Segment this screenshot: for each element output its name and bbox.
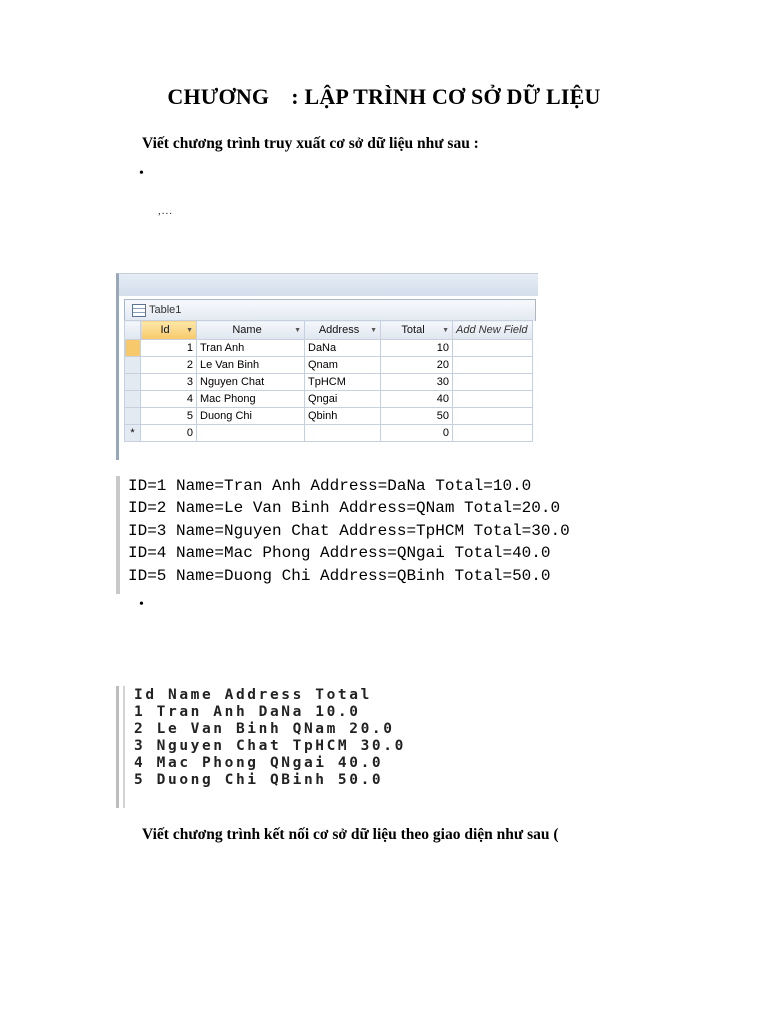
title-chapter: CHƯƠNG (167, 84, 270, 109)
table-row[interactable] (125, 340, 533, 357)
table-row[interactable] (125, 408, 533, 425)
row-selector[interactable] (125, 408, 141, 425)
dropdown-arrow-icon[interactable]: ▼ (370, 327, 377, 334)
select-all-corner[interactable] (125, 321, 141, 340)
console-output-2 (116, 686, 496, 808)
table-row[interactable] (125, 374, 533, 391)
column-header-name[interactable]: Name ▼ (197, 321, 305, 340)
cell-total[interactable]: 40 (381, 391, 453, 408)
cell-empty[interactable] (453, 374, 533, 391)
ellipsis-text: ,... (158, 205, 173, 217)
row-selector[interactable] (125, 357, 141, 374)
console-header-line: Id Name Address Total (134, 687, 372, 703)
new-record-row[interactable] (125, 425, 533, 442)
cell-address[interactable]: Qnam (305, 357, 381, 374)
bullet-1: • (139, 166, 144, 181)
console-line: ID=5 Name=Duong Chi Address=QBinh Total=50.0 (128, 567, 551, 585)
connect-paragraph: Viết chương trình kết nối cơ sở dữ liệu theo giao diện như sau ( (142, 826, 559, 843)
row-selector[interactable] (125, 340, 141, 357)
table-row[interactable] (125, 391, 533, 408)
cell-id[interactable]: 2 (141, 357, 197, 374)
cell-total[interactable]: 30 (381, 374, 453, 391)
console-line: ID=3 Name=Nguyen Chat Address=TpHCM Total=30.0 (128, 522, 570, 540)
bullet-2: • (139, 597, 144, 612)
window-top-band (119, 274, 538, 296)
cell-total[interactable]: 50 (381, 408, 453, 425)
cell-name[interactable]: Duong Chi (197, 408, 305, 425)
cell-id[interactable]: 4 (141, 391, 197, 408)
cell-id[interactable]: 3 (141, 374, 197, 391)
row-selector[interactable] (125, 374, 141, 391)
cell-address[interactable]: TpHCM (305, 374, 381, 391)
cell-name[interactable]: Mac Phong (197, 391, 305, 408)
page-title (0, 84, 768, 110)
console-line: ID=4 Name=Mac Phong Address=QNgai Total=40.0 (128, 544, 551, 562)
header-row (125, 321, 533, 340)
cell-id[interactable]: 5 (141, 408, 197, 425)
cell-name[interactable]: Tran Anh (197, 340, 305, 357)
column-header-id[interactable]: Id ▼ (141, 321, 197, 340)
datasheet-grid (124, 320, 533, 442)
dropdown-arrow-icon[interactable]: ▼ (186, 327, 193, 334)
title-subject: : LẬP TRÌNH CƠ SỞ DỮ LIỆU (291, 84, 601, 109)
console-border (123, 686, 125, 808)
cell-address[interactable]: DaNa (305, 340, 381, 357)
console-line: 1 Tran Anh DaNa 10.0 (134, 704, 361, 720)
cell-total[interactable]: 10 (381, 340, 453, 357)
table-tab-label: Table1 (149, 304, 182, 316)
console-output-1 (116, 476, 600, 594)
column-header-add-new-field[interactable]: Add New Field (453, 321, 533, 340)
console-line: 3 Nguyen Chat TpHCM 30.0 (134, 738, 406, 754)
cell-empty[interactable] (453, 391, 533, 408)
cell-empty[interactable] (453, 408, 533, 425)
cell-id[interactable]: 1 (141, 340, 197, 357)
cell-address[interactable]: Qngai (305, 391, 381, 408)
column-header-address[interactable]: Address ▼ (305, 321, 381, 340)
new-record-marker[interactable]: * (125, 425, 141, 442)
cell-empty[interactable] (453, 340, 533, 357)
console-line: 4 Mac Phong QNgai 40.0 (134, 755, 384, 771)
cell-id[interactable]: 0 (141, 425, 197, 442)
dropdown-arrow-icon[interactable]: ▼ (442, 327, 449, 334)
console-line: 2 Le Van Binh QNam 20.0 (134, 721, 395, 737)
console-line: ID=2 Name=Le Van Binh Address=QNam Total=20.0 (128, 499, 561, 517)
intro-paragraph: Viết chương trình truy xuất cơ sở dữ liệu như sau : (142, 135, 479, 152)
console-line: 5 Duong Chi QBinh 50.0 (134, 772, 384, 788)
access-table-screenshot (116, 273, 538, 460)
cell-empty[interactable] (453, 425, 533, 442)
cell-address[interactable] (305, 425, 381, 442)
cell-address[interactable]: Qbinh (305, 408, 381, 425)
dropdown-arrow-icon[interactable]: ▼ (294, 327, 301, 334)
column-header-total[interactable]: Total ▼ (381, 321, 453, 340)
cell-empty[interactable] (453, 357, 533, 374)
row-selector[interactable] (125, 391, 141, 408)
console-line: ID=1 Name=Tran Anh Address=DaNa Total=10.0 (128, 477, 532, 495)
table-icon (132, 304, 146, 317)
cell-name[interactable]: Nguyen Chat (197, 374, 305, 391)
table-row[interactable] (125, 357, 533, 374)
cell-name[interactable]: Le Van Binh (197, 357, 305, 374)
cell-total[interactable]: 20 (381, 357, 453, 374)
console-border (116, 686, 119, 808)
table-tab[interactable] (124, 299, 536, 321)
cell-total[interactable]: 0 (381, 425, 453, 442)
cell-name[interactable] (197, 425, 305, 442)
